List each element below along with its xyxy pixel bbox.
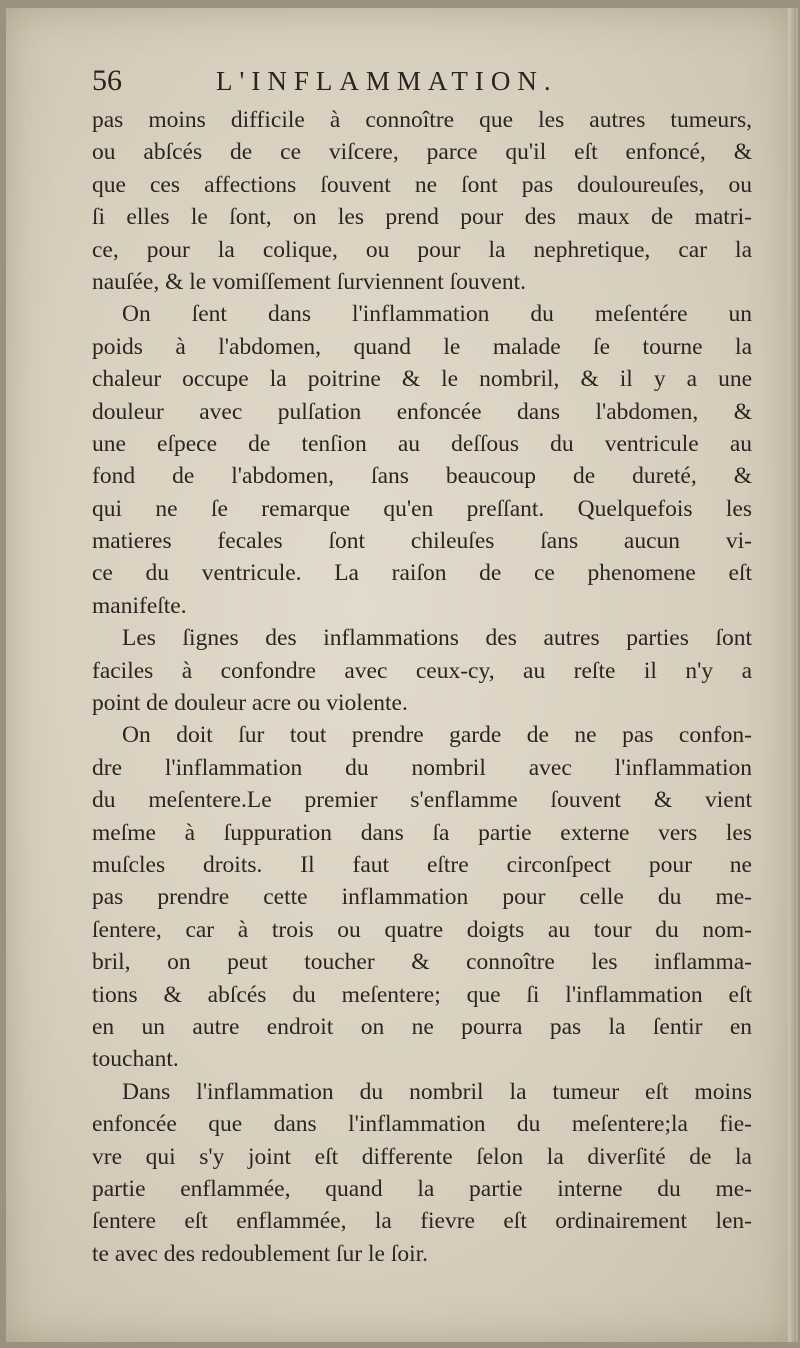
text-line: enfoncée que dans l'inflammation du meſentere;la fie- <box>92 1111 752 1138</box>
paragraph-2 <box>92 298 752 622</box>
paragraph-3 <box>92 622 752 719</box>
paragraph-5 <box>92 1076 752 1270</box>
text-line: tions & abſcés du meſentere; que ſi l'inflammation eſt <box>92 981 752 1008</box>
book-page <box>6 8 798 1342</box>
text-line: vre qui s'y joint eſt differente ſelon la diverſité de la <box>92 1143 752 1170</box>
text-line: fond de l'abdomen, ſans beaucoup de dureté, & <box>92 463 752 490</box>
paragraph-4 <box>92 719 752 1075</box>
text-line: pas moins difficile à connoître que les autres tumeurs, <box>92 107 752 133</box>
body-text <box>92 104 752 1270</box>
page-number: 56 <box>92 64 122 97</box>
text-line: poids à l'abdomen, quand le malade ſe tourne la <box>92 333 752 360</box>
text-line: ſentere eſt enflammée, la fievre eſt ordinairement len- <box>92 1208 752 1235</box>
text-line: qui ne ſe remarque qu'en preſſant. Quelquefois les <box>92 495 752 522</box>
text-line: manifeſte. <box>92 592 187 619</box>
text-line: ce, pour la colique, ou pour la nephretique, car la <box>92 236 752 263</box>
text-line: dre l'inflammation du nombril avec l'inflammation <box>92 754 752 781</box>
text-line: point de douleur acre ou violente. <box>92 690 408 717</box>
text-line: ce du ventricule. La raiſon de ce phenomene eſt <box>92 560 752 587</box>
page-edge <box>788 8 796 1342</box>
text-line: te avec des redoublement ſur le ſoir. <box>92 1240 429 1267</box>
text-line: matieres fecales ſont chileuſes ſans aucun vi- <box>92 528 752 555</box>
text-line: ou abſcés de ce viſcere, parce qu'il eſt enfoncé, & <box>92 139 752 166</box>
text-line: On ſent dans l'inflammation du meſentére un <box>122 301 752 328</box>
text-line: douleur avec pulſation enfoncée dans l'abdomen, & <box>92 398 752 425</box>
text-line: ſi elles le ſont, on les prend pour des maux de matri- <box>92 204 752 231</box>
text-line: touchant. <box>92 1046 179 1073</box>
text-line: que ces affections ſouvent ne ſont pas douloureuſes, ou <box>92 171 752 198</box>
text-line: une eſpece de tenſion au deſſous du ventricule au <box>92 430 752 457</box>
text-line: pas prendre cette inflammation pour celle du me- <box>92 884 752 911</box>
text-line: Dans l'inflammation du nombril la tumeur eſt moins <box>122 1078 752 1105</box>
text-line: faciles à confondre avec ceux-cy, au reſte il n'y a <box>92 657 752 684</box>
text-line: muſcles droits. Il faut eſtre circonſpect pour ne <box>92 851 752 878</box>
text-line: en un autre endroit on ne pourra pas la ſentir en <box>92 1013 752 1040</box>
text-line: du meſentere.Le premier s'enflamme ſouvent & vient <box>92 787 752 814</box>
text-line: On doit ſur tout prendre garde de ne pas confon- <box>122 722 752 749</box>
text-line: chaleur occupe la poitrine & le nombril, & il y a une <box>92 366 752 393</box>
text-line: meſme à ſuppuration dans ſa partie externe vers les <box>92 819 752 846</box>
text-line: ſentere, car à trois ou quatre doigts au tour du nom- <box>92 916 752 943</box>
text-line: Les ſignes des inflammations des autres parties ſont <box>122 625 752 652</box>
page-header <box>92 64 742 104</box>
paragraph-1 <box>92 104 752 298</box>
text-line: bril, on peut toucher & connoître les inflamma- <box>92 949 752 976</box>
running-title: L'INFLAMMATION. <box>216 66 558 96</box>
text-line: partie enflammée, quand la partie interne du me- <box>92 1175 752 1202</box>
text-line: nauſée, & le vomiſſement ſurviennent ſouvent. <box>92 268 526 295</box>
